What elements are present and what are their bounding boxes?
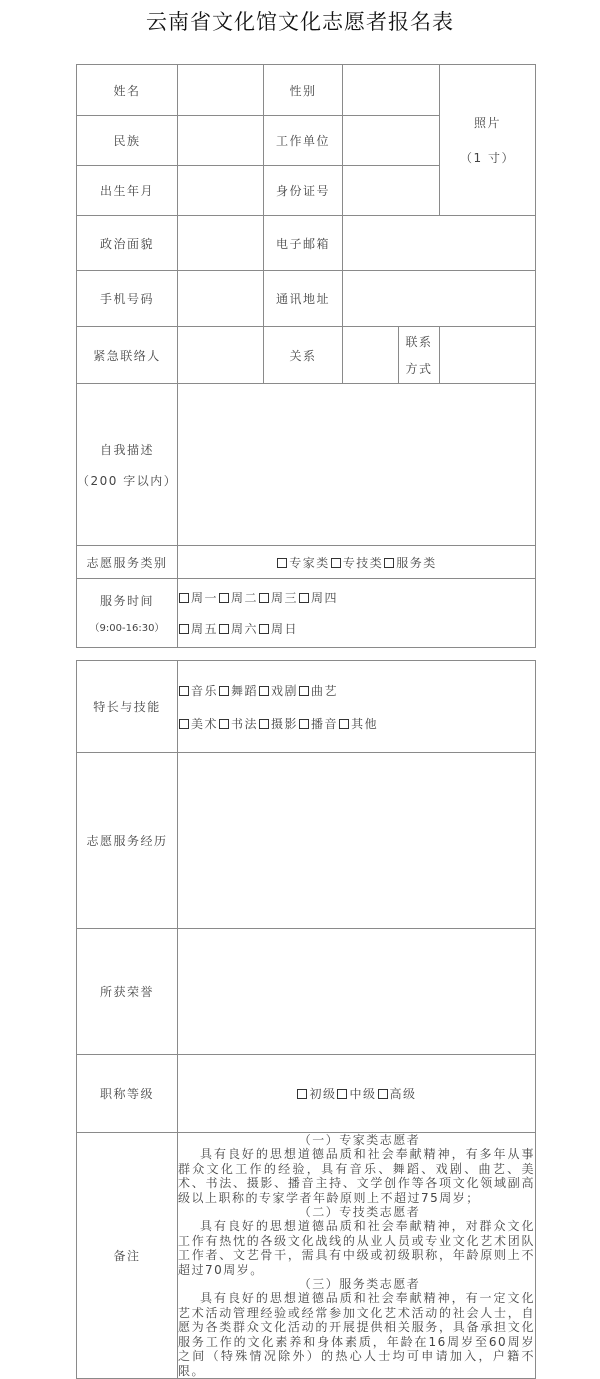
checkbox-icon[interactable] (299, 719, 309, 729)
talent-option-quyi[interactable]: 曲艺 (298, 684, 338, 698)
checkbox-icon[interactable] (219, 593, 229, 603)
weekday-option-sat[interactable]: 周六 (218, 622, 258, 636)
honors-field[interactable] (178, 929, 536, 1055)
checkbox-icon[interactable] (297, 1089, 307, 1099)
service-volunteer-heading: （三）服务类志愿者 (298, 1277, 421, 1292)
checkbox-icon[interactable] (299, 686, 309, 696)
title-level-senior-option[interactable]: 高级 (377, 1087, 417, 1101)
checkbox-icon[interactable] (179, 624, 189, 634)
relation-label: 关系 (264, 327, 343, 384)
expert-volunteer-heading: （一）专家类志愿者 (298, 1133, 421, 1147)
expert-volunteer-text: 具有良好的思想道德品质和社会奉献精神，有多年从事群众文化工作的经验，具有音乐、舞蹈、戏剧、曲艺、美术、书法、摄影、播音主持、文学创作等各项文化领域副高级以上职称的专家学者年龄原则上不超过75周岁； (178, 1147, 535, 1205)
emergency-contact-field[interactable] (178, 327, 264, 384)
checkbox-icon[interactable] (219, 624, 229, 634)
self-description-title: 自我描述 (99, 442, 154, 457)
checkbox-icon[interactable] (179, 686, 189, 696)
checkbox-icon[interactable] (259, 593, 269, 603)
checkbox-icon[interactable] (331, 558, 341, 568)
weekday-option-sun[interactable]: 周日 (258, 622, 298, 636)
birth-label: 出生年月 (77, 166, 178, 216)
relation-field[interactable] (343, 327, 399, 384)
contact-method-line-2: 方式 (405, 362, 433, 376)
service-type-expert-option[interactable]: 专家类 (276, 556, 330, 570)
registration-table-main (76, 64, 536, 648)
email-field[interactable] (343, 216, 536, 271)
talents-row-1 (178, 682, 535, 699)
checkbox-icon[interactable] (219, 719, 229, 729)
tech-volunteer-text: 具有良好的思想道德品质和社会奉献精神，对群众文化工作有热忱的各级文化战线的从业人员或专业文化艺术团队工作者、文艺骨干，需具有中级或初级职称，年龄原则上不超过70周岁。 (178, 1219, 535, 1277)
remarks-label: 备注 (77, 1133, 178, 1379)
form-title: 云南省文化馆文化志愿者报名表 (146, 10, 454, 34)
tech-volunteer-heading: （二）专技类志愿者 (298, 1205, 421, 1220)
title-level-junior-option[interactable]: 初级 (296, 1087, 336, 1101)
checkbox-icon[interactable] (299, 593, 309, 603)
checkbox-icon[interactable] (179, 719, 189, 729)
talent-option-photography[interactable]: 摄影 (258, 717, 298, 731)
checkbox-icon[interactable] (378, 1089, 388, 1099)
birth-field[interactable] (178, 166, 264, 216)
address-label: 通讯地址 (264, 271, 343, 327)
checkbox-icon[interactable] (179, 593, 189, 603)
work-unit-field[interactable] (343, 116, 440, 166)
service-type-options (178, 546, 536, 579)
photo-size: （1 寸） (460, 151, 515, 165)
photo-label: 照片 (473, 116, 501, 130)
service-type-service-option[interactable]: 服务类 (383, 556, 437, 570)
checkbox-icon[interactable] (384, 558, 394, 568)
self-description-field[interactable] (178, 384, 536, 546)
checkbox-icon[interactable] (259, 719, 269, 729)
title-level-options (178, 1055, 536, 1133)
experience-field[interactable] (178, 753, 536, 929)
self-description-label (77, 384, 178, 546)
talents-label: 特长与技能 (77, 661, 178, 753)
emergency-contact-label: 紧急联络人 (77, 327, 178, 384)
talents-options (178, 661, 536, 753)
ethnicity-label: 民族 (77, 116, 178, 166)
contact-method-field[interactable] (440, 327, 536, 384)
weekday-row-2 (178, 620, 535, 637)
phone-label: 手机号码 (77, 271, 178, 327)
honors-label: 所获荣誉 (77, 929, 178, 1055)
talent-option-other[interactable]: 其他 (338, 717, 378, 731)
service-hours: （9:00-16:30） (89, 623, 165, 634)
service-time-label (77, 579, 178, 648)
political-field[interactable] (178, 216, 264, 271)
service-type-tech-option[interactable]: 专技类 (330, 556, 384, 570)
email-label: 电子邮箱 (264, 216, 343, 271)
talent-option-broadcasting[interactable]: 播音 (298, 717, 338, 731)
title-level-label: 职称等级 (77, 1055, 178, 1133)
id-number-label: 身份证号 (264, 166, 343, 216)
photo-box[interactable] (440, 65, 536, 216)
name-field[interactable] (178, 65, 264, 116)
checkbox-icon[interactable] (337, 1089, 347, 1099)
phone-field[interactable] (178, 271, 264, 327)
talent-option-art[interactable]: 美术 (178, 717, 218, 731)
talent-option-calligraphy[interactable]: 书法 (218, 717, 258, 731)
talent-option-drama[interactable]: 戏剧 (258, 684, 298, 698)
name-label: 姓名 (77, 65, 178, 116)
weekday-option-thu[interactable]: 周四 (298, 591, 338, 605)
talent-option-dance[interactable]: 舞蹈 (218, 684, 258, 698)
weekday-option-mon[interactable]: 周一 (178, 591, 218, 605)
checkbox-icon[interactable] (277, 558, 287, 568)
address-field[interactable] (343, 271, 536, 327)
title-level-middle-option[interactable]: 中级 (336, 1087, 376, 1101)
talent-option-music[interactable]: 音乐 (178, 684, 218, 698)
gender-label: 性别 (264, 65, 343, 116)
service-time-options (178, 579, 536, 648)
checkbox-icon[interactable] (219, 686, 229, 696)
work-unit-label: 工作单位 (264, 116, 343, 166)
weekday-option-wed[interactable]: 周三 (258, 591, 298, 605)
checkbox-icon[interactable] (339, 719, 349, 729)
experience-label: 志愿服务经历 (77, 753, 178, 929)
gender-field[interactable] (343, 65, 440, 116)
service-time-title: 服务时间 (99, 594, 154, 608)
contact-method-label (399, 327, 440, 384)
contact-method-line-1: 联系 (405, 335, 433, 349)
service-volunteer-text: 具有良好的思想道德品质和社会奉献精神，有一定文化艺术活动管理经验或经常参加文化艺术活动的社会人士，自愿为各类群众文化活动的开展提供相关服务，具备承担文化服务工作的文化素养和身体素质，年龄在16周岁至60周岁之间（特殊情况除外）的热心人士均可申请加入，户籍不限。 (178, 1291, 535, 1378)
weekday-option-fri[interactable]: 周五 (178, 622, 218, 636)
ethnicity-field[interactable] (178, 116, 264, 166)
self-description-limit: （200 字以内） (77, 473, 178, 488)
weekday-row-1 (178, 589, 535, 606)
political-label: 政治面貌 (77, 216, 178, 271)
id-number-field[interactable] (343, 166, 440, 216)
checkbox-icon[interactable] (259, 686, 269, 696)
checkbox-icon[interactable] (259, 624, 269, 634)
registration-table-detail (76, 660, 536, 1379)
service-type-label: 志愿服务类别 (77, 546, 178, 579)
talents-row-2 (178, 715, 535, 732)
weekday-option-tue[interactable]: 周二 (218, 591, 258, 605)
